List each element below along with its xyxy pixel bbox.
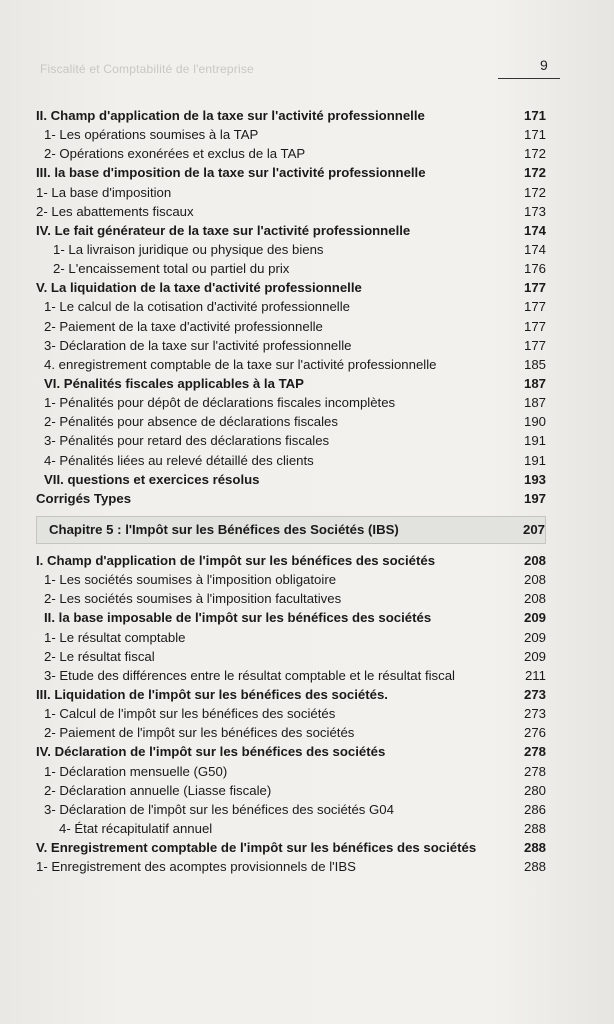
toc-entry-page: 173 — [523, 203, 546, 219]
toc-entry-title: 2- Déclaration annuelle (Liasse fiscale) — [44, 782, 272, 798]
toc-entry-page: 176 — [523, 261, 546, 277]
toc-entry[interactable] — [36, 742, 546, 761]
toc-entry-page: 191 — [523, 433, 546, 449]
toc-entry-page: 278 — [523, 763, 546, 779]
toc-entry-page: 177 — [523, 280, 546, 296]
toc-entry[interactable] — [36, 355, 546, 374]
toc-entry-title: VII. questions et exercices résolus — [44, 471, 260, 487]
toc-entry[interactable] — [36, 336, 546, 355]
toc-entry[interactable] — [36, 431, 546, 450]
toc-entry-page: 177 — [523, 337, 546, 353]
toc-entry[interactable] — [36, 723, 546, 742]
toc-entry-title: 2- L'encaissement total ou partiel du prix — [53, 261, 290, 277]
toc-entry-page: 273 — [523, 686, 546, 702]
toc-entry[interactable] — [36, 374, 546, 393]
toc-entry-page: 171 — [523, 108, 546, 123]
toc-entry-title: 2- Les sociétés soumises à l'imposition facultatives — [44, 591, 342, 607]
toc-entry-page: 191 — [523, 452, 546, 468]
toc-entry-page: 273 — [523, 706, 546, 722]
toc-entry-page: 276 — [523, 725, 546, 741]
toc-entry-title: I. Champ d'application de l'impôt sur les bénéfices des sociétés — [36, 552, 436, 568]
toc-entry-title: 1- Enregistrement des acomptes provisionnels de l'IBS — [36, 859, 356, 875]
toc-entry-page: 288 — [523, 840, 546, 856]
toc-entry[interactable] — [36, 144, 546, 163]
toc-entry[interactable] — [36, 857, 546, 876]
toc-entry-title: IV. Déclaration de l'impôt sur les bénéfices des sociétés — [36, 744, 386, 760]
toc-entry-title: V. La liquidation de la taxe d'activité professionnelle — [36, 280, 362, 296]
toc-entry-title: 2- Paiement de la taxe d'activité professionnelle — [44, 318, 323, 334]
toc-entry[interactable] — [36, 551, 546, 570]
toc-entry-title: Corrigés Types — [36, 490, 132, 506]
toc-entry-page: 288 — [523, 859, 546, 875]
toc-entry-page: 171 — [523, 127, 546, 143]
toc-entry-title: 1- La base d'imposition — [36, 184, 172, 200]
toc-entry-page: 278 — [523, 744, 546, 760]
toc-entry-title: VI. Pénalités fiscales applicables à la TAP — [44, 375, 304, 391]
toc-entry-page: 286 — [523, 801, 546, 817]
toc-entry[interactable] — [36, 589, 546, 608]
toc-entry-title: 3- Déclaration de la taxe sur l'activité professionnelle — [44, 337, 352, 353]
toc-entry-title: 1- Les opérations soumises à la TAP — [44, 127, 259, 143]
toc-entry[interactable] — [36, 838, 546, 857]
toc-entry[interactable] — [36, 685, 546, 704]
toc-entry-title: IV. Le fait générateur de la taxe sur l'activité professionnelle — [36, 222, 411, 238]
toc-entry-title: 1- Pénalités pour dépôt de déclarations fiscales incomplètes — [44, 395, 396, 411]
toc-entry[interactable] — [36, 800, 546, 819]
toc-entry[interactable] — [36, 221, 546, 240]
toc-entry-page: 208 — [523, 591, 546, 607]
toc-entry-title: Chapitre 5 : l'Impôt sur les Bénéfices des Sociétés (IBS) — [49, 521, 399, 537]
toc-entry-title: III. la base d'imposition de la taxe sur l'activité professionnelle — [36, 165, 426, 181]
toc-entry-page: 174 — [523, 241, 546, 257]
toc-entry-page: 174 — [523, 222, 546, 238]
toc-entry-title: 2- Opérations exonérées et exclus de la TAP — [44, 146, 306, 162]
toc-entry-page: 172 — [523, 165, 546, 181]
toc-entry[interactable] — [36, 393, 546, 412]
toc-entry[interactable] — [36, 412, 546, 431]
toc-entry[interactable] — [36, 570, 546, 589]
toc-entry[interactable] — [36, 202, 546, 221]
toc-entry-title: 3- Pénalités pour retard des déclarations fiscales — [44, 433, 330, 449]
toc-entry[interactable] — [36, 106, 546, 125]
toc-entry[interactable] — [36, 125, 546, 144]
toc-entry-page: 172 — [523, 184, 546, 200]
toc-entry[interactable] — [36, 704, 546, 723]
toc-entry[interactable] — [36, 489, 546, 508]
running-header-bleedthrough: Fiscalité et Comptabilité de l'entreprise — [40, 62, 254, 76]
toc-entry-title: 1- Le calcul de la cotisation d'activité professionnelle — [44, 299, 351, 315]
toc-entry-page: 208 — [523, 572, 546, 588]
toc-entry-title: 2- Pénalités pour absence de déclarations fiscales — [44, 414, 338, 430]
chapter-heading[interactable] — [36, 516, 546, 544]
toc-entry[interactable] — [36, 317, 546, 336]
toc-entry-page: 209 — [523, 648, 546, 664]
toc-entry-title: V. Enregistrement comptable de l'impôt sur les bénéfices des sociétés — [36, 840, 477, 856]
toc-entry-title: II. la base imposable de l'impôt sur les bénéfices des sociétés — [44, 610, 432, 626]
toc-entry-title: II. Champ d'application de la taxe sur l'activité professionnelle — [36, 108, 425, 123]
toc-entry-title: 3- Etude des différences entre le résultat comptable et le résultat fiscal — [44, 667, 455, 683]
toc-entry[interactable] — [36, 470, 546, 489]
toc-entry-title: 2- Le résultat fiscal — [44, 648, 155, 664]
toc-entry-page: 280 — [523, 782, 546, 798]
toc-entry[interactable] — [36, 781, 546, 800]
toc-entry-page: 172 — [523, 146, 546, 162]
toc-entry[interactable] — [36, 278, 546, 297]
toc-entry[interactable] — [36, 647, 546, 666]
toc-entry-page: 288 — [523, 820, 546, 836]
toc-entry-page: 187 — [523, 375, 546, 391]
toc-entry-title: 4- État récapitulatif annuel — [59, 820, 213, 836]
page-number: 9 — [540, 57, 548, 73]
toc-entry-title: 4- Pénalités liées au relevé détaillé des clients — [44, 452, 314, 468]
toc-entry[interactable] — [36, 628, 546, 647]
toc-entry-title: 2- Paiement de l'impôt sur les bénéfices des sociétés — [44, 725, 355, 741]
toc-entry[interactable] — [36, 819, 546, 838]
toc-entry-title: 1- Calcul de l'impôt sur les bénéfices des sociétés — [44, 706, 336, 722]
toc-entry-page: 185 — [523, 356, 546, 372]
table-of-contents — [36, 106, 546, 876]
toc-entry[interactable] — [36, 240, 546, 259]
toc-entry-page: 211 — [524, 667, 546, 683]
toc-entry[interactable] — [36, 163, 546, 182]
toc-entry[interactable] — [36, 451, 546, 470]
toc-entry-title: 3- Déclaration de l'impôt sur les bénéfices des sociétés G04 — [44, 801, 394, 817]
toc-entry[interactable] — [36, 297, 546, 316]
toc-entry-title: 4. enregistrement comptable de la taxe sur l'activité professionnelle — [44, 356, 437, 372]
toc-entry-page: 190 — [523, 414, 546, 430]
toc-entry[interactable] — [36, 762, 546, 781]
toc-entry-page: 177 — [523, 318, 546, 334]
toc-entry-page: 208 — [523, 552, 546, 568]
toc-entry-page: 209 — [523, 610, 546, 626]
toc-entry-title: 1- Déclaration mensuelle (G50) — [44, 763, 228, 779]
toc-entry-title: III. Liquidation de l'impôt sur les bénéfices des sociétés. — [36, 686, 388, 702]
toc-entry-page: 209 — [523, 629, 546, 645]
toc-entry-page: 187 — [523, 395, 546, 411]
toc-entry-title: 1- Les sociétés soumises à l'imposition obligatoire — [44, 572, 337, 588]
header-rule — [498, 78, 560, 79]
toc-entry[interactable] — [36, 183, 546, 202]
toc-entry-page: 207 — [522, 521, 545, 537]
toc-entry-page: 193 — [523, 471, 546, 487]
toc-entry[interactable] — [36, 259, 546, 278]
toc-entry-title: 2- Les abattements fiscaux — [36, 203, 194, 219]
toc-entry[interactable] — [36, 608, 546, 627]
toc-entry-title: 1- Le résultat comptable — [44, 629, 186, 645]
toc-entry[interactable] — [36, 666, 546, 685]
toc-entry-title: 1- La livraison juridique ou physique des biens — [53, 241, 324, 257]
toc-entry-page: 197 — [523, 490, 546, 506]
toc-entry-page: 177 — [523, 299, 546, 315]
